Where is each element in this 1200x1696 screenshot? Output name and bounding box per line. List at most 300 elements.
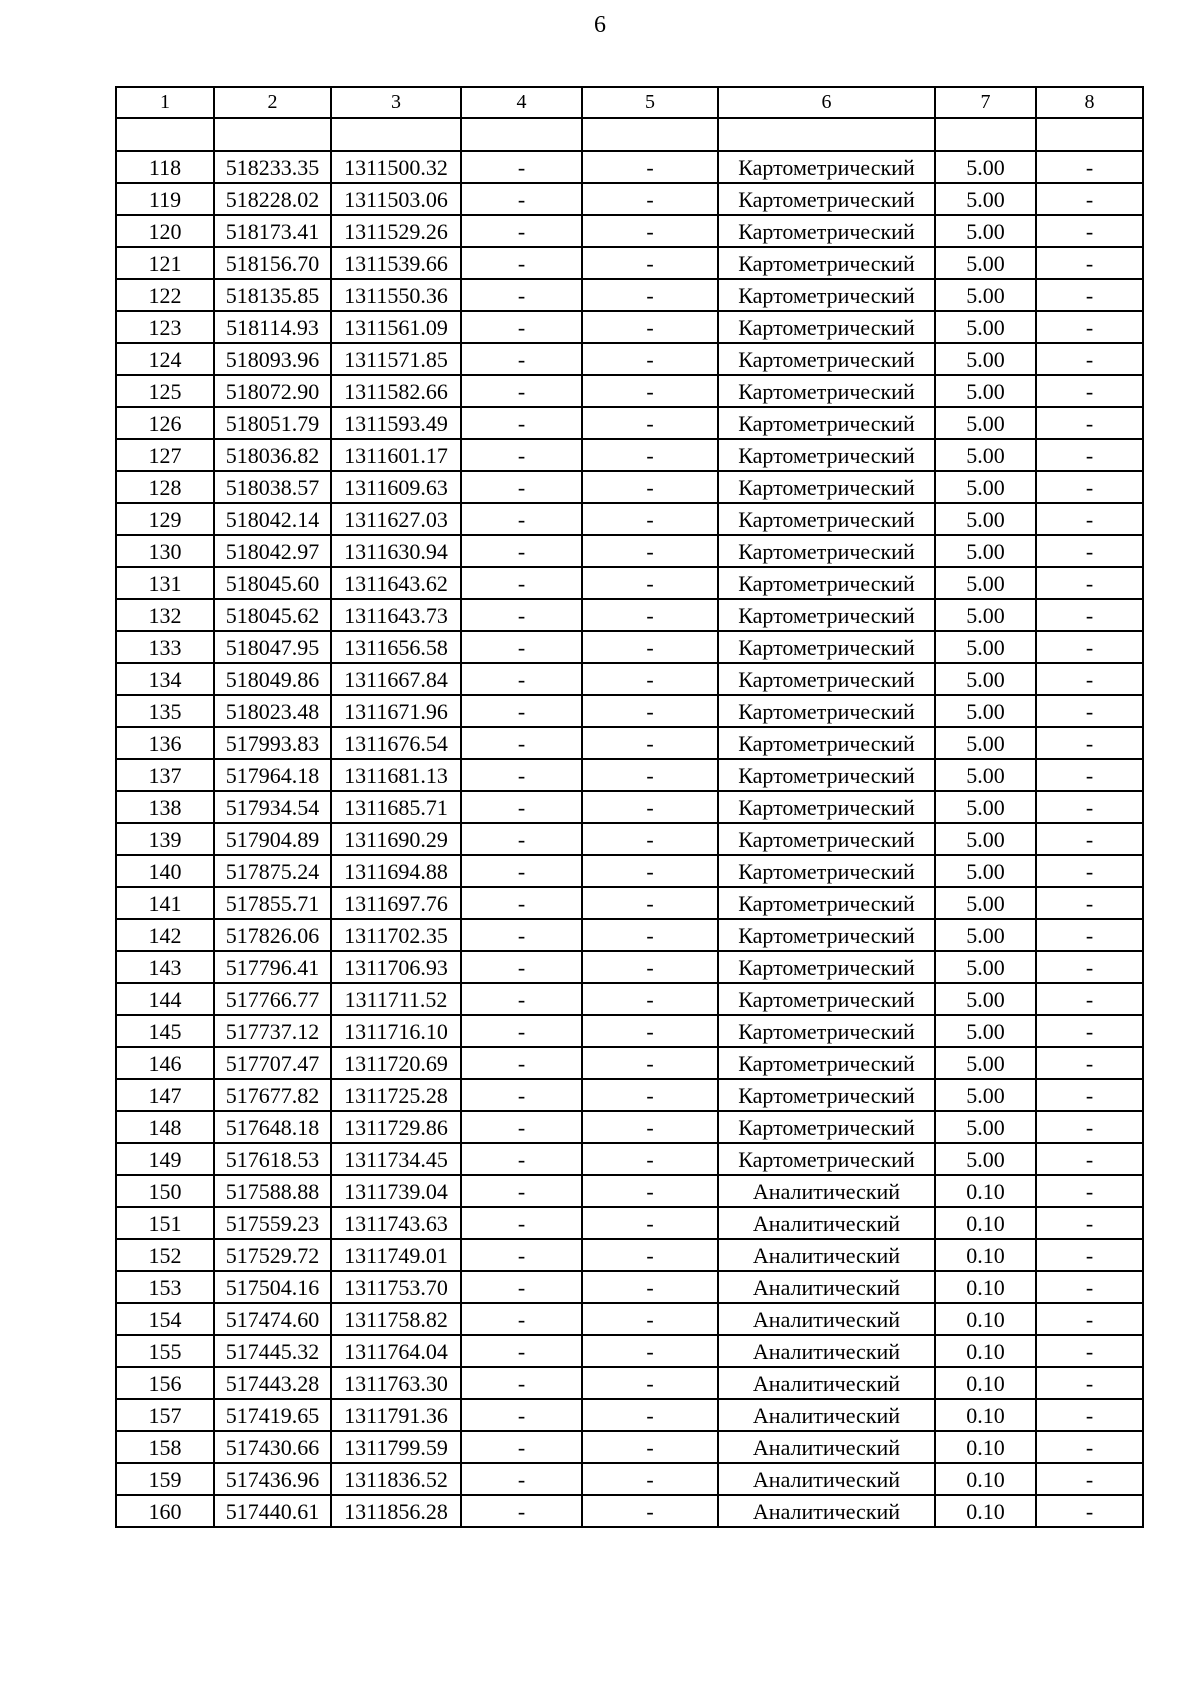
empty-cell (116, 118, 214, 151)
col4-cell: - (461, 1079, 582, 1111)
table-row (116, 983, 1143, 1015)
col5-cell: - (582, 1367, 718, 1399)
x-coordinate-cell: 518042.14 (214, 503, 331, 535)
col4-cell: - (461, 375, 582, 407)
col5-cell: - (582, 247, 718, 279)
method-cell: Картометрический (718, 663, 935, 695)
method-cell: Картометрический (718, 631, 935, 663)
col8-cell: - (1036, 663, 1143, 695)
col4-cell: - (461, 1367, 582, 1399)
method-cell: Аналитический (718, 1207, 935, 1239)
y-coordinate-cell: 1311758.82 (331, 1303, 461, 1335)
col8-cell: - (1036, 1239, 1143, 1271)
method-cell: Аналитический (718, 1367, 935, 1399)
x-coordinate-cell: 518045.60 (214, 567, 331, 599)
col8-cell: - (1036, 1303, 1143, 1335)
col8-cell: - (1036, 1079, 1143, 1111)
method-cell: Картометрический (718, 215, 935, 247)
empty-cell (718, 118, 935, 151)
table-row (116, 759, 1143, 791)
table-row (116, 695, 1143, 727)
table-row (116, 951, 1143, 983)
point-number-cell: 134 (116, 663, 214, 695)
col4-cell: - (461, 183, 582, 215)
col5-cell: - (582, 951, 718, 983)
point-number-cell: 132 (116, 599, 214, 631)
col8-cell: - (1036, 1143, 1143, 1175)
x-coordinate-cell: 517504.16 (214, 1271, 331, 1303)
method-cell: Картометрический (718, 1079, 935, 1111)
table-row (116, 1463, 1143, 1495)
col8-cell: - (1036, 1015, 1143, 1047)
point-number-cell: 118 (116, 151, 214, 183)
col8-cell: - (1036, 439, 1143, 471)
col4-cell: - (461, 1015, 582, 1047)
point-number-cell: 119 (116, 183, 214, 215)
point-number-cell: 126 (116, 407, 214, 439)
table-row (116, 1079, 1143, 1111)
accuracy-cell: 5.00 (935, 1047, 1036, 1079)
table-row (116, 439, 1143, 471)
method-cell: Картометрический (718, 1015, 935, 1047)
col8-cell: - (1036, 599, 1143, 631)
point-number-cell: 142 (116, 919, 214, 951)
empty-cell (935, 118, 1036, 151)
table-row (116, 407, 1143, 439)
col8-cell: - (1036, 855, 1143, 887)
accuracy-cell: 5.00 (935, 599, 1036, 631)
point-number-cell: 130 (116, 535, 214, 567)
table-row (116, 1367, 1143, 1399)
y-coordinate-cell: 1311739.04 (331, 1175, 461, 1207)
y-coordinate-cell: 1311763.30 (331, 1367, 461, 1399)
table-row (116, 1303, 1143, 1335)
method-cell: Картометрический (718, 279, 935, 311)
y-coordinate-cell: 1311601.17 (331, 439, 461, 471)
accuracy-cell: 5.00 (935, 823, 1036, 855)
accuracy-cell: 5.00 (935, 855, 1036, 887)
point-number-cell: 137 (116, 759, 214, 791)
col8-cell: - (1036, 1047, 1143, 1079)
column-header: 7 (935, 87, 1036, 118)
y-coordinate-cell: 1311694.88 (331, 855, 461, 887)
col4-cell: - (461, 599, 582, 631)
col5-cell: - (582, 439, 718, 471)
accuracy-cell: 0.10 (935, 1335, 1036, 1367)
method-cell: Аналитический (718, 1175, 935, 1207)
accuracy-cell: 0.10 (935, 1271, 1036, 1303)
point-number-cell: 155 (116, 1335, 214, 1367)
point-number-cell: 121 (116, 247, 214, 279)
y-coordinate-cell: 1311725.28 (331, 1079, 461, 1111)
col4-cell: - (461, 631, 582, 663)
table-row (116, 1175, 1143, 1207)
table-row (116, 1239, 1143, 1271)
col5-cell: - (582, 823, 718, 855)
accuracy-cell: 5.00 (935, 951, 1036, 983)
col4-cell: - (461, 727, 582, 759)
method-cell: Аналитический (718, 1271, 935, 1303)
x-coordinate-cell: 517796.41 (214, 951, 331, 983)
table-row (116, 1047, 1143, 1079)
x-coordinate-cell: 517993.83 (214, 727, 331, 759)
table-row (116, 631, 1143, 663)
empty-cell (331, 118, 461, 151)
method-cell: Картометрический (718, 439, 935, 471)
method-cell: Картометрический (718, 151, 935, 183)
accuracy-cell: 0.10 (935, 1207, 1036, 1239)
point-number-cell: 141 (116, 887, 214, 919)
y-coordinate-cell: 1311856.28 (331, 1495, 461, 1527)
table-row (116, 247, 1143, 279)
col8-cell: - (1036, 311, 1143, 343)
col8-cell: - (1036, 1399, 1143, 1431)
col5-cell: - (582, 375, 718, 407)
col4-cell: - (461, 279, 582, 311)
col5-cell: - (582, 1111, 718, 1143)
col4-cell: - (461, 1271, 582, 1303)
point-number-cell: 138 (116, 791, 214, 823)
x-coordinate-cell: 517707.47 (214, 1047, 331, 1079)
y-coordinate-cell: 1311643.73 (331, 599, 461, 631)
table-row (116, 887, 1143, 919)
point-number-cell: 147 (116, 1079, 214, 1111)
x-coordinate-cell: 518173.41 (214, 215, 331, 247)
column-header: 5 (582, 87, 718, 118)
y-coordinate-cell: 1311697.76 (331, 887, 461, 919)
col8-cell: - (1036, 183, 1143, 215)
col5-cell: - (582, 759, 718, 791)
col5-cell: - (582, 1271, 718, 1303)
col5-cell: - (582, 1015, 718, 1047)
col5-cell: - (582, 1079, 718, 1111)
x-coordinate-cell: 517443.28 (214, 1367, 331, 1399)
col4-cell: - (461, 919, 582, 951)
col5-cell: - (582, 1143, 718, 1175)
y-coordinate-cell: 1311690.29 (331, 823, 461, 855)
col4-cell: - (461, 1207, 582, 1239)
col8-cell: - (1036, 1335, 1143, 1367)
method-cell: Картометрический (718, 375, 935, 407)
table-row (116, 1399, 1143, 1431)
col4-cell: - (461, 887, 582, 919)
y-coordinate-cell: 1311550.36 (331, 279, 461, 311)
col4-cell: - (461, 663, 582, 695)
method-cell: Картометрический (718, 1047, 935, 1079)
x-coordinate-cell: 518036.82 (214, 439, 331, 471)
col4-cell: - (461, 1495, 582, 1527)
col8-cell: - (1036, 951, 1143, 983)
col8-cell: - (1036, 1207, 1143, 1239)
x-coordinate-cell: 517588.88 (214, 1175, 331, 1207)
col4-cell: - (461, 759, 582, 791)
table-row (116, 311, 1143, 343)
x-coordinate-cell: 517648.18 (214, 1111, 331, 1143)
col8-cell: - (1036, 279, 1143, 311)
col8-cell: - (1036, 759, 1143, 791)
point-number-cell: 139 (116, 823, 214, 855)
x-coordinate-cell: 517436.96 (214, 1463, 331, 1495)
table-row (116, 663, 1143, 695)
accuracy-cell: 5.00 (935, 983, 1036, 1015)
point-number-cell: 140 (116, 855, 214, 887)
col5-cell: - (582, 855, 718, 887)
col5-cell: - (582, 151, 718, 183)
x-coordinate-cell: 517474.60 (214, 1303, 331, 1335)
accuracy-cell: 0.10 (935, 1495, 1036, 1527)
x-coordinate-cell: 517529.72 (214, 1239, 331, 1271)
point-number-cell: 133 (116, 631, 214, 663)
method-cell: Картометрический (718, 599, 935, 631)
col4-cell: - (461, 471, 582, 503)
y-coordinate-cell: 1311729.86 (331, 1111, 461, 1143)
accuracy-cell: 0.10 (935, 1239, 1036, 1271)
col4-cell: - (461, 695, 582, 727)
col5-cell: - (582, 1463, 718, 1495)
col5-cell: - (582, 343, 718, 375)
table-row (116, 535, 1143, 567)
y-coordinate-cell: 1311749.01 (331, 1239, 461, 1271)
y-coordinate-cell: 1311656.58 (331, 631, 461, 663)
accuracy-cell: 5.00 (935, 695, 1036, 727)
table-row (116, 343, 1143, 375)
point-number-cell: 153 (116, 1271, 214, 1303)
page-number: 6 (594, 12, 606, 38)
table-row (116, 791, 1143, 823)
method-cell: Картометрический (718, 919, 935, 951)
point-number-cell: 151 (116, 1207, 214, 1239)
empty-cell (582, 118, 718, 151)
accuracy-cell: 5.00 (935, 567, 1036, 599)
table-row (116, 1335, 1143, 1367)
point-number-cell: 127 (116, 439, 214, 471)
y-coordinate-cell: 1311539.66 (331, 247, 461, 279)
point-number-cell: 124 (116, 343, 214, 375)
accuracy-cell: 5.00 (935, 887, 1036, 919)
col4-cell: - (461, 535, 582, 567)
point-number-cell: 145 (116, 1015, 214, 1047)
accuracy-cell: 5.00 (935, 471, 1036, 503)
method-cell: Аналитический (718, 1463, 935, 1495)
accuracy-cell: 0.10 (935, 1463, 1036, 1495)
x-coordinate-cell: 518045.62 (214, 599, 331, 631)
col8-cell: - (1036, 1271, 1143, 1303)
y-coordinate-cell: 1311836.52 (331, 1463, 461, 1495)
col8-cell: - (1036, 343, 1143, 375)
accuracy-cell: 5.00 (935, 279, 1036, 311)
table-row (116, 1207, 1143, 1239)
table-row (116, 919, 1143, 951)
col5-cell: - (582, 215, 718, 247)
y-coordinate-cell: 1311702.35 (331, 919, 461, 951)
empty-cell (1036, 118, 1143, 151)
point-number-cell: 136 (116, 727, 214, 759)
method-cell: Картометрический (718, 407, 935, 439)
accuracy-cell: 5.00 (935, 407, 1036, 439)
point-number-cell: 146 (116, 1047, 214, 1079)
col8-cell: - (1036, 503, 1143, 535)
col5-cell: - (582, 727, 718, 759)
table-row (116, 855, 1143, 887)
col4-cell: - (461, 791, 582, 823)
col8-cell: - (1036, 919, 1143, 951)
empty-row (116, 118, 1143, 151)
table-row (116, 471, 1143, 503)
col4-cell: - (461, 503, 582, 535)
col4-cell: - (461, 407, 582, 439)
y-coordinate-cell: 1311685.71 (331, 791, 461, 823)
col4-cell: - (461, 1111, 582, 1143)
point-number-cell: 157 (116, 1399, 214, 1431)
col4-cell: - (461, 823, 582, 855)
col8-cell: - (1036, 695, 1143, 727)
method-cell: Картометрический (718, 951, 935, 983)
x-coordinate-cell: 517677.82 (214, 1079, 331, 1111)
y-coordinate-cell: 1311764.04 (331, 1335, 461, 1367)
col5-cell: - (582, 1399, 718, 1431)
table-row (116, 151, 1143, 183)
col8-cell: - (1036, 1175, 1143, 1207)
table-row (116, 599, 1143, 631)
table-row (116, 1271, 1143, 1303)
y-coordinate-cell: 1311643.62 (331, 567, 461, 599)
coordinates-table (115, 86, 1144, 1528)
y-coordinate-cell: 1311630.94 (331, 535, 461, 567)
method-cell: Картометрический (718, 791, 935, 823)
y-coordinate-cell: 1311500.32 (331, 151, 461, 183)
x-coordinate-cell: 518038.57 (214, 471, 331, 503)
point-number-cell: 144 (116, 983, 214, 1015)
col5-cell: - (582, 1175, 718, 1207)
col8-cell: - (1036, 727, 1143, 759)
col8-cell: - (1036, 791, 1143, 823)
y-coordinate-cell: 1311734.45 (331, 1143, 461, 1175)
col5-cell: - (582, 887, 718, 919)
col4-cell: - (461, 1303, 582, 1335)
y-coordinate-cell: 1311571.85 (331, 343, 461, 375)
y-coordinate-cell: 1311716.10 (331, 1015, 461, 1047)
point-number-cell: 143 (116, 951, 214, 983)
col4-cell: - (461, 567, 582, 599)
col5-cell: - (582, 1047, 718, 1079)
x-coordinate-cell: 518114.93 (214, 311, 331, 343)
method-cell: Картометрический (718, 887, 935, 919)
table-row (116, 215, 1143, 247)
col5-cell: - (582, 631, 718, 663)
x-coordinate-cell: 517737.12 (214, 1015, 331, 1047)
y-coordinate-cell: 1311753.70 (331, 1271, 461, 1303)
col8-cell: - (1036, 631, 1143, 663)
col4-cell: - (461, 151, 582, 183)
col8-cell: - (1036, 471, 1143, 503)
x-coordinate-cell: 518093.96 (214, 343, 331, 375)
x-coordinate-cell: 518042.97 (214, 535, 331, 567)
accuracy-cell: 5.00 (935, 151, 1036, 183)
col4-cell: - (461, 1175, 582, 1207)
method-cell: Картометрический (718, 503, 935, 535)
point-number-cell: 156 (116, 1367, 214, 1399)
col5-cell: - (582, 695, 718, 727)
column-header: 4 (461, 87, 582, 118)
col5-cell: - (582, 183, 718, 215)
col8-cell: - (1036, 567, 1143, 599)
col5-cell: - (582, 279, 718, 311)
table-row (116, 1431, 1143, 1463)
x-coordinate-cell: 518228.02 (214, 183, 331, 215)
col5-cell: - (582, 599, 718, 631)
x-coordinate-cell: 517559.23 (214, 1207, 331, 1239)
accuracy-cell: 5.00 (935, 439, 1036, 471)
column-header: 1 (116, 87, 214, 118)
x-coordinate-cell: 517419.65 (214, 1399, 331, 1431)
col5-cell: - (582, 567, 718, 599)
accuracy-cell: 5.00 (935, 727, 1036, 759)
col8-cell: - (1036, 1495, 1143, 1527)
x-coordinate-cell: 517430.66 (214, 1431, 331, 1463)
col8-cell: - (1036, 823, 1143, 855)
x-coordinate-cell: 518051.79 (214, 407, 331, 439)
method-cell: Картометрический (718, 855, 935, 887)
y-coordinate-cell: 1311791.36 (331, 1399, 461, 1431)
col4-cell: - (461, 343, 582, 375)
col4-cell: - (461, 311, 582, 343)
point-number-cell: 125 (116, 375, 214, 407)
col8-cell: - (1036, 375, 1143, 407)
col5-cell: - (582, 983, 718, 1015)
accuracy-cell: 5.00 (935, 791, 1036, 823)
x-coordinate-cell: 517855.71 (214, 887, 331, 919)
y-coordinate-cell: 1311627.03 (331, 503, 461, 535)
col4-cell: - (461, 1399, 582, 1431)
point-number-cell: 154 (116, 1303, 214, 1335)
col8-cell: - (1036, 151, 1143, 183)
y-coordinate-cell: 1311503.06 (331, 183, 461, 215)
x-coordinate-cell: 517766.77 (214, 983, 331, 1015)
x-coordinate-cell: 517934.54 (214, 791, 331, 823)
method-cell: Аналитический (718, 1495, 935, 1527)
header-row (116, 87, 1143, 118)
col5-cell: - (582, 471, 718, 503)
accuracy-cell: 0.10 (935, 1367, 1036, 1399)
col5-cell: - (582, 791, 718, 823)
accuracy-cell: 0.10 (935, 1175, 1036, 1207)
method-cell: Картометрический (718, 343, 935, 375)
accuracy-cell: 0.10 (935, 1399, 1036, 1431)
method-cell: Картометрический (718, 1111, 935, 1143)
empty-cell (461, 118, 582, 151)
method-cell: Картометрический (718, 759, 935, 791)
col4-cell: - (461, 855, 582, 887)
col8-cell: - (1036, 1431, 1143, 1463)
accuracy-cell: 5.00 (935, 759, 1036, 791)
y-coordinate-cell: 1311529.26 (331, 215, 461, 247)
accuracy-cell: 5.00 (935, 343, 1036, 375)
y-coordinate-cell: 1311582.66 (331, 375, 461, 407)
point-number-cell: 148 (116, 1111, 214, 1143)
y-coordinate-cell: 1311609.63 (331, 471, 461, 503)
point-number-cell: 159 (116, 1463, 214, 1495)
table-row (116, 823, 1143, 855)
accuracy-cell: 5.00 (935, 311, 1036, 343)
column-header: 6 (718, 87, 935, 118)
col8-cell: - (1036, 1367, 1143, 1399)
y-coordinate-cell: 1311681.13 (331, 759, 461, 791)
y-coordinate-cell: 1311720.69 (331, 1047, 461, 1079)
x-coordinate-cell: 517964.18 (214, 759, 331, 791)
col8-cell: - (1036, 1111, 1143, 1143)
method-cell: Аналитический (718, 1239, 935, 1271)
x-coordinate-cell: 518233.35 (214, 151, 331, 183)
